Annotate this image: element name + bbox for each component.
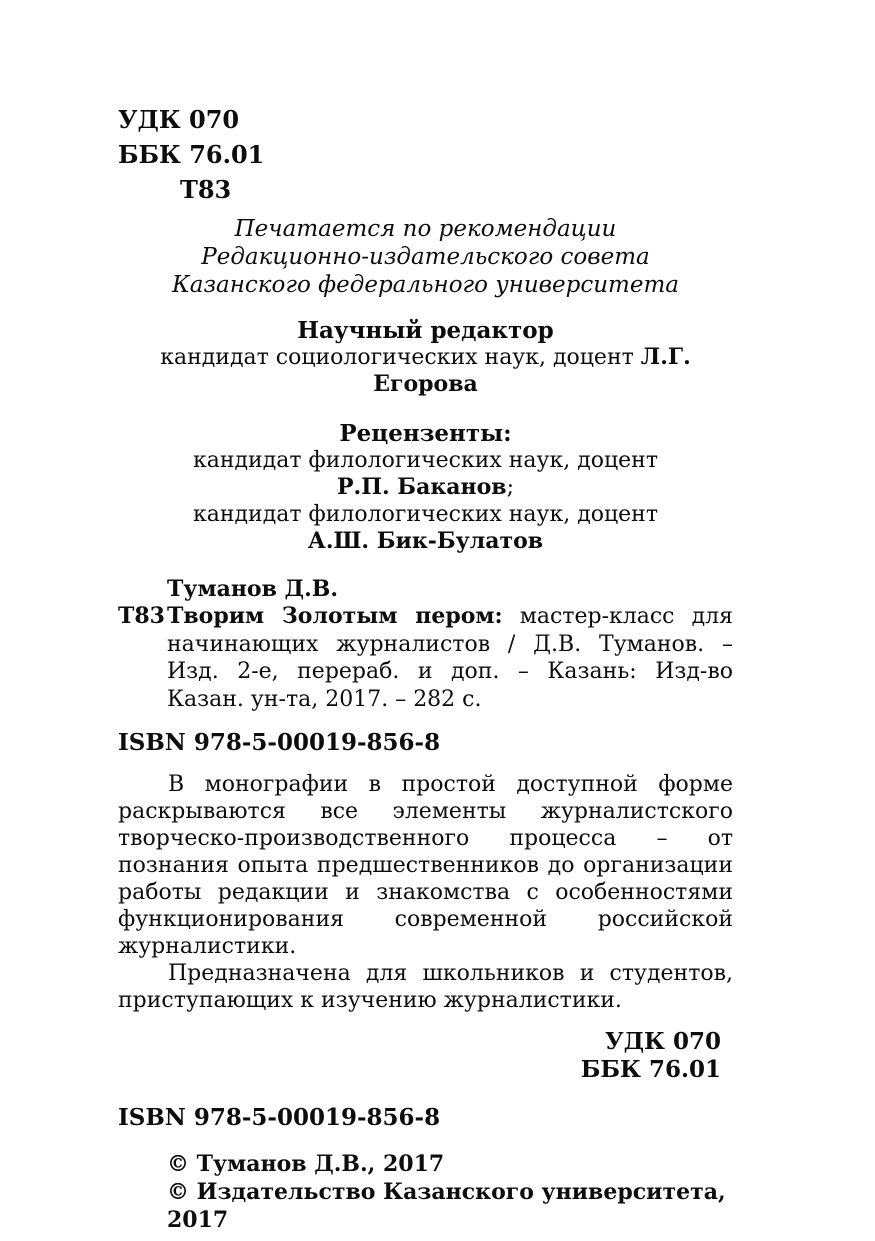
bibliography-author: Туманов Д.В. <box>167 576 339 602</box>
recommendation-line: Печатается по рекомендации <box>234 216 617 242</box>
editor-name: Л.Г. Егорова <box>373 344 691 397</box>
udk-code-bottom: УДК 070 <box>604 1028 721 1055</box>
bibliography-code: Т83 <box>118 603 165 629</box>
recommendation-line: Казанского федерального университета <box>171 272 679 298</box>
recommendation-note <box>118 215 733 299</box>
recommendation-line: Редакционно-издательского совета <box>201 244 650 270</box>
annotation-block <box>118 771 733 1014</box>
reviewers-block <box>118 420 733 555</box>
reviewer-name-line <box>118 528 733 555</box>
classification-codes-top <box>118 102 733 207</box>
reviewer-name: Р.П. Баканов <box>337 474 507 500</box>
bibliography-details: мастер-класс для начинающих журналистов / Д.В. Туманов. – Изд. 2-е, перераб. и доп. – Казань: Изд-во Казан. ун-та, 2017. – 282 с. <box>167 604 733 712</box>
isbn-line-bottom: ISBN 978-5-00019-856-8 <box>118 1104 441 1131</box>
copyright-publisher-line: © Издательство Казанского университета, 2017 <box>167 1179 726 1233</box>
scientific-editor-heading: Научный редактор <box>297 317 554 344</box>
annotation-paragraph: Предназначена для школьников и студентов, приступающих к изучению журналистики. <box>118 961 733 1013</box>
copyright-block <box>118 1150 733 1234</box>
bbk-code-bottom: ББК 76.01 <box>580 1056 721 1083</box>
copyright-author-line: © Туманов Д.В., 2017 <box>167 1151 445 1177</box>
scientific-editor-line <box>118 344 733 398</box>
bibliography-description <box>118 603 733 713</box>
reviewer-degree: кандидат филологических наук, доцент <box>192 502 659 527</box>
reviewers-heading: Рецензенты: <box>339 420 512 447</box>
bibliographic-entry <box>118 575 733 713</box>
classification-codes-bottom <box>118 1028 733 1084</box>
reviewer-degree: кандидат филологических наук, доцент <box>192 448 659 473</box>
isbn-line-top: ISBN 978-5-00019-856-8 <box>118 729 441 756</box>
bibliography-title: Творим Золотым пером: <box>167 603 503 629</box>
scientific-editor-block <box>118 317 733 398</box>
reviewer-suffix: ; <box>506 475 514 500</box>
book-author-code: Т83 <box>180 175 232 204</box>
reviewer-name-line <box>118 474 733 501</box>
annotation-paragraph: В монографии в простой доступной форме раскрываются все элементы журналистского творческо-производственного процесса – от познания опыта предшественников до организации работы редакции и знакомства с особенностями функционирования современной российской журналистики. <box>118 772 733 959</box>
udk-code: УДК 070 <box>118 105 240 134</box>
editor-degree: кандидат социологических наук, доцент <box>160 345 641 370</box>
bbk-code: ББК 76.01 <box>118 140 265 169</box>
reviewer-name: А.Ш. Бик-Булатов <box>307 528 544 554</box>
